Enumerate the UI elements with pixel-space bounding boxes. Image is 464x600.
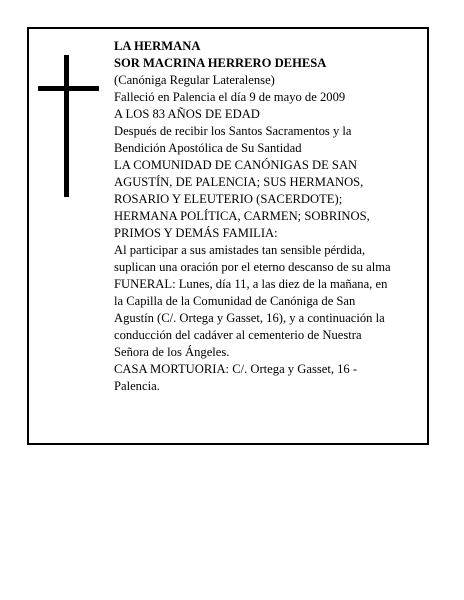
notice-heading: LA HERMANA <box>114 39 201 53</box>
religious-order: (Canóniga Regular Lateralense) <box>114 73 275 87</box>
family-line-2: AGUSTÍN, DE PALENCIA; SUS HERMANOS, <box>114 175 364 189</box>
deceased-name: SOR MACRINA HERRERO DEHESA <box>114 56 327 70</box>
funeral-line-3: Agustín (C/. Ortega y Gasset, 16), y a continuación la <box>114 311 385 325</box>
family-line-1: LA COMUNIDAD DE CANÓNIGAS DE SAN <box>114 158 358 172</box>
funeral-line-5: Señora de los Ángeles. <box>114 345 230 359</box>
age-at-death: A LOS 83 AÑOS DE EDAD <box>114 107 260 121</box>
sacraments-line-1: Después de recibir los Santos Sacramentos y la <box>114 124 352 138</box>
funeral-line-4: conducción del cadáver al cementerio de Nuestra <box>114 328 362 342</box>
funeral-line-2: la Capilla de la Comunidad de Canóniga de San <box>114 294 356 308</box>
obituary-text <box>114 38 414 395</box>
funeral-line-1: FUNERAL: Lunes, día 11, a las diez de la mañana, en <box>114 277 388 291</box>
cross-horizontal-bar <box>38 86 99 91</box>
prayer-request-line-1: Al participar a sus amistades tan sensible pérdida, <box>114 243 366 257</box>
mortuary-address-line-1: CASA MORTUORIA: C/. Ortega y Gasset, 16 - <box>114 362 358 376</box>
mortuary-address-line-2: Palencia. <box>114 379 160 393</box>
death-details: Falleció en Palencia el día 9 de mayo de 2009 <box>114 90 346 104</box>
family-line-3: ROSARIO Y ELEUTERIO (SACERDOTE); <box>114 192 343 206</box>
cross-icon <box>38 55 99 197</box>
sacraments-line-2: Bendición Apostólica de Su Santidad <box>114 141 302 155</box>
family-line-5: PRIMOS Y DEMÁS FAMILIA: <box>114 226 278 240</box>
cross-vertical-bar <box>64 55 69 197</box>
prayer-request-line-2: suplican una oración por el eterno descanso de su alma <box>114 260 391 274</box>
family-line-4: HERMANA POLÍTICA, CARMEN; SOBRINOS, <box>114 209 370 223</box>
